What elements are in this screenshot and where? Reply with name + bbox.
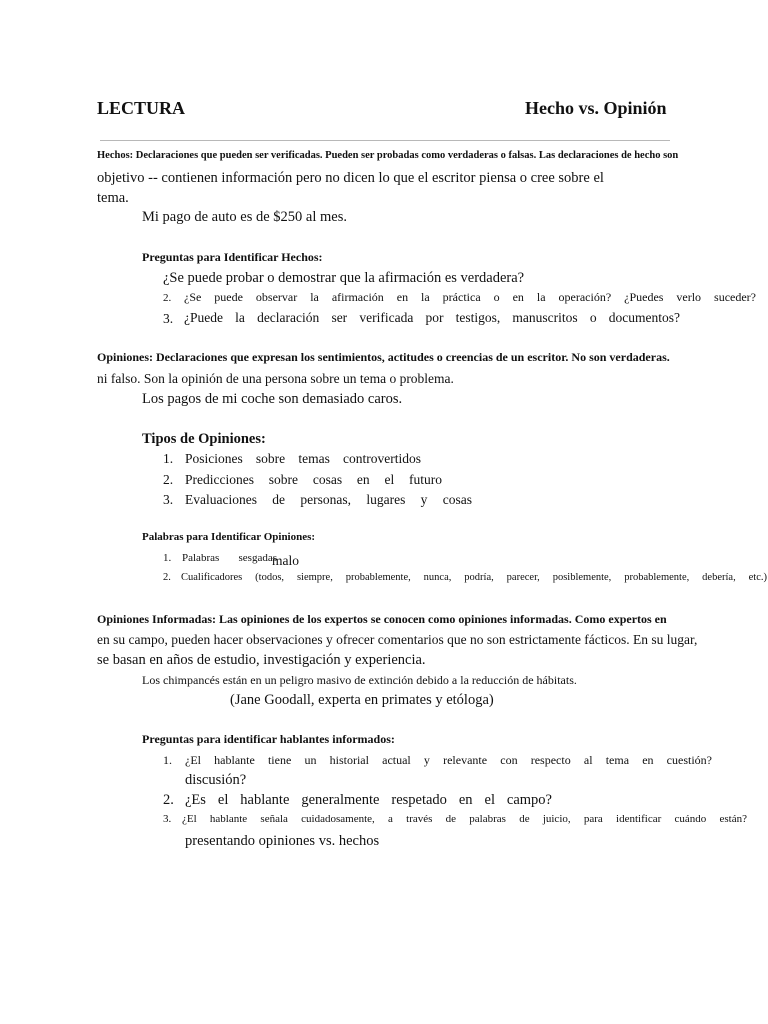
opinion-word-1-extra: malo [272, 553, 299, 568]
opinion-types-heading: Tipos de Opiniones: [142, 431, 266, 447]
opinion-type-1: Posiciones sobre temas controvertidos [185, 451, 421, 466]
opinion-type-2: Predicciones sobre cosas en el futuro [185, 472, 442, 487]
facts-question-2: ¿Se puede observar la afirmación en la práctica o en la operación? ¿Puedes verlo suceder? [184, 290, 756, 304]
header-divider [100, 140, 670, 141]
opinion-word-1-number: 1. [163, 552, 172, 564]
opinions-definition-line2: ni falso. Son la opinión de una persona sobre un tema o problema. [97, 371, 454, 386]
opinion-type-3-number: 3. [163, 492, 174, 507]
facts-question-1 [163, 270, 598, 287]
facts-definition-line1: Hechos: Declaraciones que pueden ser verificadas. Pueden ser probadas como verdaderas o falsas. Las declaraciones de hecho son [97, 150, 679, 161]
informed-question-1-continuation: discusión? [185, 772, 247, 788]
informed-question-3-continuation: presentando opiniones vs. hechos [185, 833, 380, 849]
facts-question-3-number: 3. [163, 311, 174, 326]
opinion-type-1-number: 1. [163, 451, 174, 466]
opinion-type-2-number: 2. [163, 472, 174, 487]
facts-question-1-text: ¿Se puede probar o demostrar que la afirmación es verdadera? [163, 270, 525, 286]
informed-question-3-number: 3. [163, 813, 172, 825]
informed-definition-line3: se basan en años de estudio, investigación y experiencia. [97, 652, 426, 668]
informed-question-3: ¿El hablante señala cuidadosamente, a través de palabras de juicio, para identificar cuándo están? [182, 813, 747, 825]
document-title-left: LECTURA [97, 98, 186, 118]
opinion-type-3: Evaluaciones de personas, lugares y cosas [185, 492, 472, 507]
facts-questions-heading: Preguntas para Identificar Hechos: [142, 250, 323, 264]
facts-definition-line3: tema. [97, 190, 129, 206]
facts-example: Mi pago de auto es de $250 al mes. [142, 209, 347, 225]
facts-question-2-number: 2. [163, 292, 172, 304]
facts-question-3: ¿Puede la declaración ser verificada por testigos, manuscritos o documentos? [184, 310, 680, 325]
opinion-words-heading: Palabras para Identificar Opiniones: [142, 531, 316, 543]
informed-question-2-number: 2. [163, 792, 174, 808]
informed-attribution: (Jane Goodall, experta en primates y etóloga) [230, 692, 494, 708]
opinions-example: Los pagos de mi coche son demasiado caros. [142, 391, 403, 407]
informed-definition-line1: Opiniones Informadas: Las opiniones de los expertos se conocen como opiniones informadas. Como expertos en [97, 612, 667, 626]
informed-questions-heading: Preguntas para identificar hablantes informados: [142, 732, 395, 746]
document-title-right: Hecho vs. Opinión [525, 98, 667, 118]
opinion-word-2: Cualificadores (todos, siempre, probablemente, nunca, podría, parecer, posiblemente, probablemente, debería, etc.) [181, 572, 767, 583]
informed-definition-line2: en su campo, pueden hacer observaciones y ofrecer comentarios que no son estrictamente fácticos. En su lugar, [97, 632, 698, 647]
opinion-word-2-number: 2. [163, 572, 171, 583]
facts-definition-line2: objetivo -- contienen información pero no dicen lo que el escritor piensa o cree sobre el [97, 170, 604, 186]
opinions-definition-line1: Opiniones: Declaraciones que expresan los sentimientos, actitudes o creencias de un escritor. No son verdaderas. [97, 350, 670, 364]
informed-question-2: ¿Es el hablante generalmente respetado en el campo? [185, 792, 552, 808]
informed-quote: Los chimpancés están en un peligro masivo de extinción debido a la reducción de hábitats. [142, 673, 577, 687]
informed-question-1: ¿El hablante tiene un historial actual y relevante con respecto al tema en cuestión? [185, 753, 712, 767]
informed-question-1-number: 1. [163, 753, 172, 767]
opinion-word-1: Palabras sesgadas [182, 552, 277, 564]
